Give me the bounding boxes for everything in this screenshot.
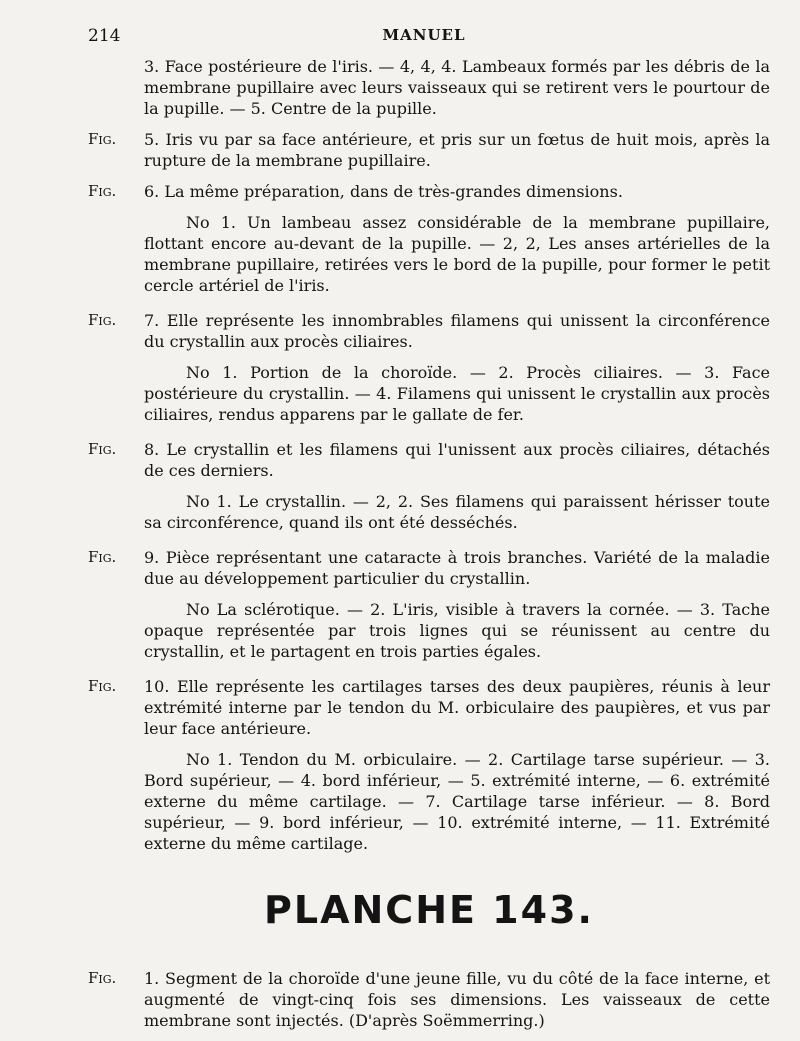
- page-number: 214: [88, 26, 121, 46]
- figure-label: Fig.: [88, 311, 117, 329]
- continued-legend: 3. Face postérieure de l'iris. — 4, 4, 4. Lambeaux formés par les débris de la membrane pupillaire avec leurs vaisseaux qui se retirent vers le pourtour de la pupille. — 5. Centre de la pupille.: [144, 57, 770, 118]
- figure-label: Fig.: [88, 182, 117, 200]
- figure-label: Fig.: [88, 677, 117, 695]
- figure-entry: [88, 676, 770, 854]
- figure-caption: 10. Elle représente les cartilages tarses des deux paupières, réunis à leur extrémité interne par le tendon du M. orbiculaire des paupières, et vus par leur face antérieure.: [144, 677, 770, 738]
- figure-legend: No 1. Portion de la choroïde. — 2. Procès ciliaires. — 3. Face postérieure du crystallin. — 4. Filamens qui unissent le crystallin aux procès ciliaires, rendus apparens par le gallate de fer.: [144, 363, 770, 424]
- plate-title: PLANCHE 143.: [264, 888, 594, 932]
- figure-caption: 1. Segment de la choroïde d'une jeune fille, vu du côté de la face interne, et augmenté de vingt-cinq fois ses dimensions. Les vaisseaux de cette membrane sont injectés. (D'après Soëmmerring.): [144, 969, 770, 1030]
- figure-label: Fig.: [88, 130, 117, 148]
- figure-entry: [88, 547, 770, 662]
- figure-caption: 9. Pièce représentant une cataracte à trois branches. Variété de la maladie due au développement particulier du crystallin.: [144, 548, 770, 588]
- figure-legend: No 1. Un lambeau assez considérable de la membrane pupillaire, flottant encore au-devant de la pupille. — 2, 2, Les anses artérielles de la membrane pupillaire, retirées vers le bord de la pupille, pour former le petit cercle artériel de l'iris.: [144, 213, 770, 295]
- figure-caption: 5. Iris vu par sa face antérieure, et pris sur un fœtus de huit mois, après la rupture de la membrane pupillaire.: [144, 130, 770, 170]
- figure-entry: [88, 968, 770, 1031]
- figure-entry: [88, 181, 770, 296]
- page-header: [88, 26, 760, 48]
- figure-legend: No La sclérotique. — 2. L'iris, visible à travers la cornée. — 3. Tache opaque représentée par trois lignes qui se réunissent au centre du crystallin, et le partagent en trois parties égales.: [144, 600, 770, 661]
- figure-entry: [88, 439, 770, 533]
- running-head: MANUEL: [382, 26, 466, 44]
- figure-caption: 8. Le crystallin et les filamens qui l'unissent aux procès ciliaires, détachés de ces derniers.: [144, 440, 770, 480]
- figure-label: Fig.: [88, 440, 117, 458]
- figure-entry: [88, 310, 770, 425]
- figure-caption: 6. La même préparation, dans de très-grandes dimensions.: [144, 182, 623, 201]
- figure-caption: 7. Elle représente les innombrables filamens qui unissent la circonférence du crystallin aux procès ciliaires.: [144, 311, 770, 351]
- page-body: [88, 56, 770, 1041]
- figure-legend: No 1. Le crystallin. — 2, 2. Ses filamens qui paraissent hérisser toute sa circonférence, quand ils ont été desséchés.: [144, 492, 770, 532]
- figure-entry: [88, 129, 770, 171]
- figure-legend: No 1. Tendon du M. orbiculaire. — 2. Cartilage tarse supérieur. — 3. Bord supérieur, — 4. bord inférieur, — 5. extrémité interne, — 6. extrémité externe du même cartilage. — 7. Cartilage tarse inférieur. — 8. Bord supérieur, — 9. bord inférieur, — 10. extrémité interne, — 11. Extrémité externe du même cartilage.: [144, 750, 770, 853]
- figure-label: Fig.: [88, 969, 117, 987]
- figure-label: Fig.: [88, 548, 117, 566]
